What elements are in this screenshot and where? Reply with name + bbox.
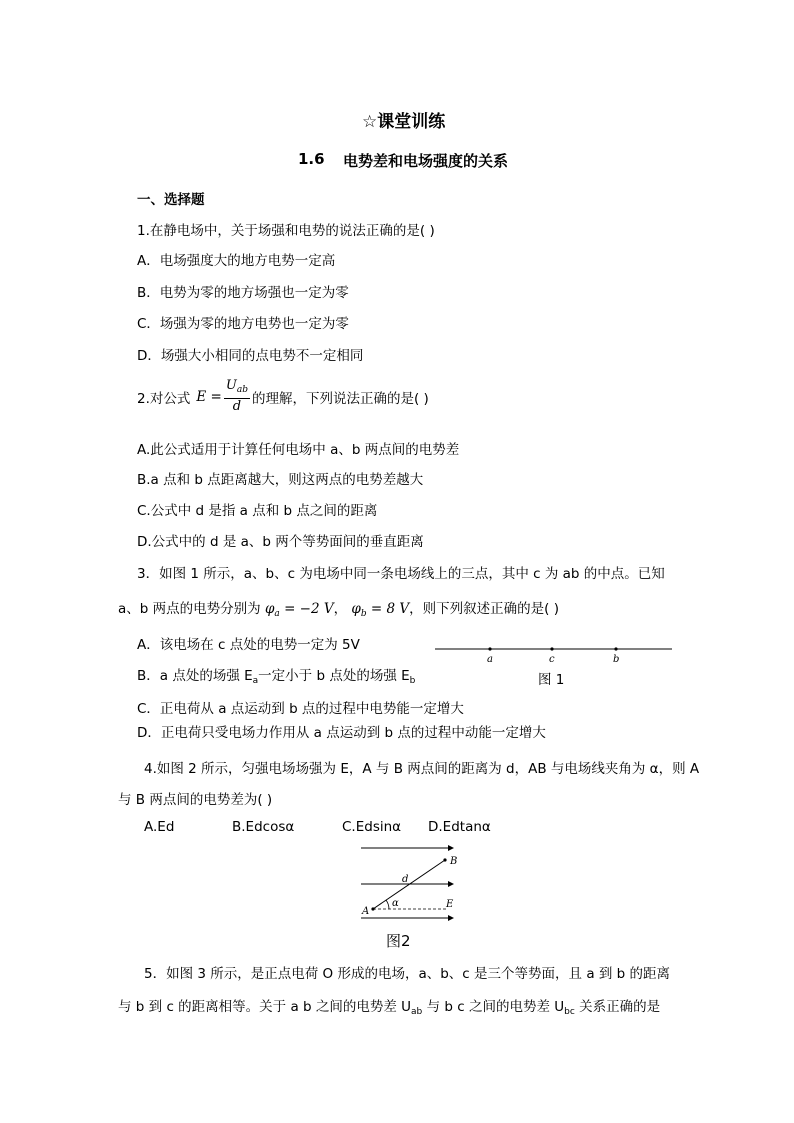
q1-stem: 1.在静电场中，关于场强和电势的说法正确的是( ) <box>137 223 435 239</box>
label-E: E <box>446 899 454 910</box>
q1-option-c: C．场强为零的地方电势也一定为零 <box>137 316 349 332</box>
point-B <box>443 858 446 861</box>
point-a <box>488 647 491 650</box>
q4-stem-line2: 与 B 两点间的电势差为( ) <box>118 792 273 808</box>
label-d: d <box>402 874 409 885</box>
q3-option-b-sub-b: b <box>409 676 416 686</box>
q2-stem <box>137 378 429 415</box>
figure-2 <box>355 840 465 925</box>
page-title: ☆课堂训练 <box>362 112 446 132</box>
q2-option-d: D.公式中的 d 是 a、b 两个等势面间的垂直距离 <box>137 534 424 550</box>
q1-option-d: D．场强大小相同的点电势不一定相同 <box>137 348 364 364</box>
figure-2-caption: 图2 <box>386 932 411 950</box>
q4-option-c: C.Edsinα <box>342 819 402 835</box>
q5-stem-line2 <box>118 995 660 1017</box>
figure-1-caption: 图 1 <box>538 672 565 688</box>
formula-fraction <box>224 378 250 415</box>
q3-option-b-pre: B．a 点处的场强 E <box>137 668 253 684</box>
point-A <box>371 907 374 910</box>
formula-lhs: E = <box>196 388 222 405</box>
formula-denominator: d <box>232 399 242 414</box>
label-alpha: α <box>392 898 399 909</box>
formula-numerator: U <box>225 378 237 393</box>
formula-numerator-sub: ab <box>236 385 248 395</box>
label-A: A <box>362 906 370 917</box>
angle-arc <box>386 900 389 909</box>
q2-option-b: B.a 点和 b 点距离越大，则这两点的电势差越大 <box>137 472 424 488</box>
q3-option-b-sub-a: a <box>252 676 259 686</box>
q3-option-b-mid: 一定小于 b 点处的场强 E <box>258 668 410 684</box>
label-b: b <box>613 654 620 665</box>
q3-stem-line2: a、b 两点的电势分别为 $\varphi_a = -2$ V， $\varphi_b = 8$ V，则下列叙述正确的是( ) <box>118 601 559 619</box>
point-c <box>550 647 553 650</box>
section-title: 电势差和电场强度的关系 <box>343 152 509 170</box>
section-number: 1.6 <box>298 150 325 168</box>
q3-stem-line2-post: ，则下列叙述正确的是( ) <box>409 601 559 617</box>
label-c: c <box>549 654 555 665</box>
q4-option-a: A.Ed <box>144 819 175 835</box>
q3-option-a: A．该电场在 c 点处的电势一定为 5V <box>137 637 360 653</box>
q4-stem-line1: 4.如图 2 所示，匀强电场场强为 E，A 与 B 两点间的距离为 d，AB 与电场线夹角为 α，则 A <box>144 761 700 777</box>
section-heading: 一、选择题 <box>137 192 205 208</box>
q2-option-a: A.此公式适用于计算任何电场中 a、b 两点间的电势差 <box>137 442 460 458</box>
q4-option-d: D.Edtanα <box>428 819 491 835</box>
phi-a-symbol: φ <box>264 601 275 617</box>
q4-option-b: B.Edcosα <box>232 819 295 835</box>
q3-stem-line1: 3．如图 1 所示，a、b、c 为电场中同一条电场线上的三点，其中 c 为 ab 的中点。已知 <box>137 566 665 582</box>
q1-option-b: B．电势为零的地方场强也一定为零 <box>137 285 349 301</box>
q3-option-d: D．正电荷只受电场力作用从 a 点运动到 b 点的过程中动能一定增大 <box>137 725 546 741</box>
q2-stem-post: 的理解，下列说法正确的是( ) <box>251 390 429 407</box>
point-b <box>614 647 617 650</box>
q2-option-c: C.公式中 d 是指 a 点和 b 点之间的距离 <box>137 503 378 519</box>
q3-stem-line2-pre: a、b 两点的电势分别为 <box>118 601 261 617</box>
q5-stem-line2-mid: 与 b c 之间的电势差 U <box>422 999 565 1015</box>
phi-a-sub: a <box>274 609 280 619</box>
label-B: B <box>450 856 458 867</box>
q5-sub-ab: ab <box>411 1007 423 1017</box>
phi-b-value: = 8 V <box>370 601 410 617</box>
phi-b-symbol: φ <box>351 601 361 617</box>
q3-option-c: C．正电荷从 a 点运动到 b 点的过程中电势能一定增大 <box>137 701 464 717</box>
q2-stem-pre: 2.对公式 <box>137 390 191 407</box>
q5-stem-line2-post: 关系正确的是 <box>574 999 661 1015</box>
phi-b-sub: b <box>360 609 367 619</box>
q3-option-b <box>137 664 415 686</box>
q5-stem-line1: 5．如图 3 所示，是正点电荷 O 形成的电场，a、b、c 是三个等势面，且 a 到 b 的距离 <box>144 966 671 982</box>
q1-option-a: A．电场强度大的地方电势一定高 <box>137 253 336 269</box>
label-a: a <box>487 654 493 665</box>
q5-stem-line2-pre: 与 b 到 c 的距离相等。关于 a b 之间的电势差 U <box>118 999 412 1015</box>
phi-a-value: = −2 V <box>284 601 334 617</box>
q5-sub-bc: bc <box>564 1007 575 1017</box>
